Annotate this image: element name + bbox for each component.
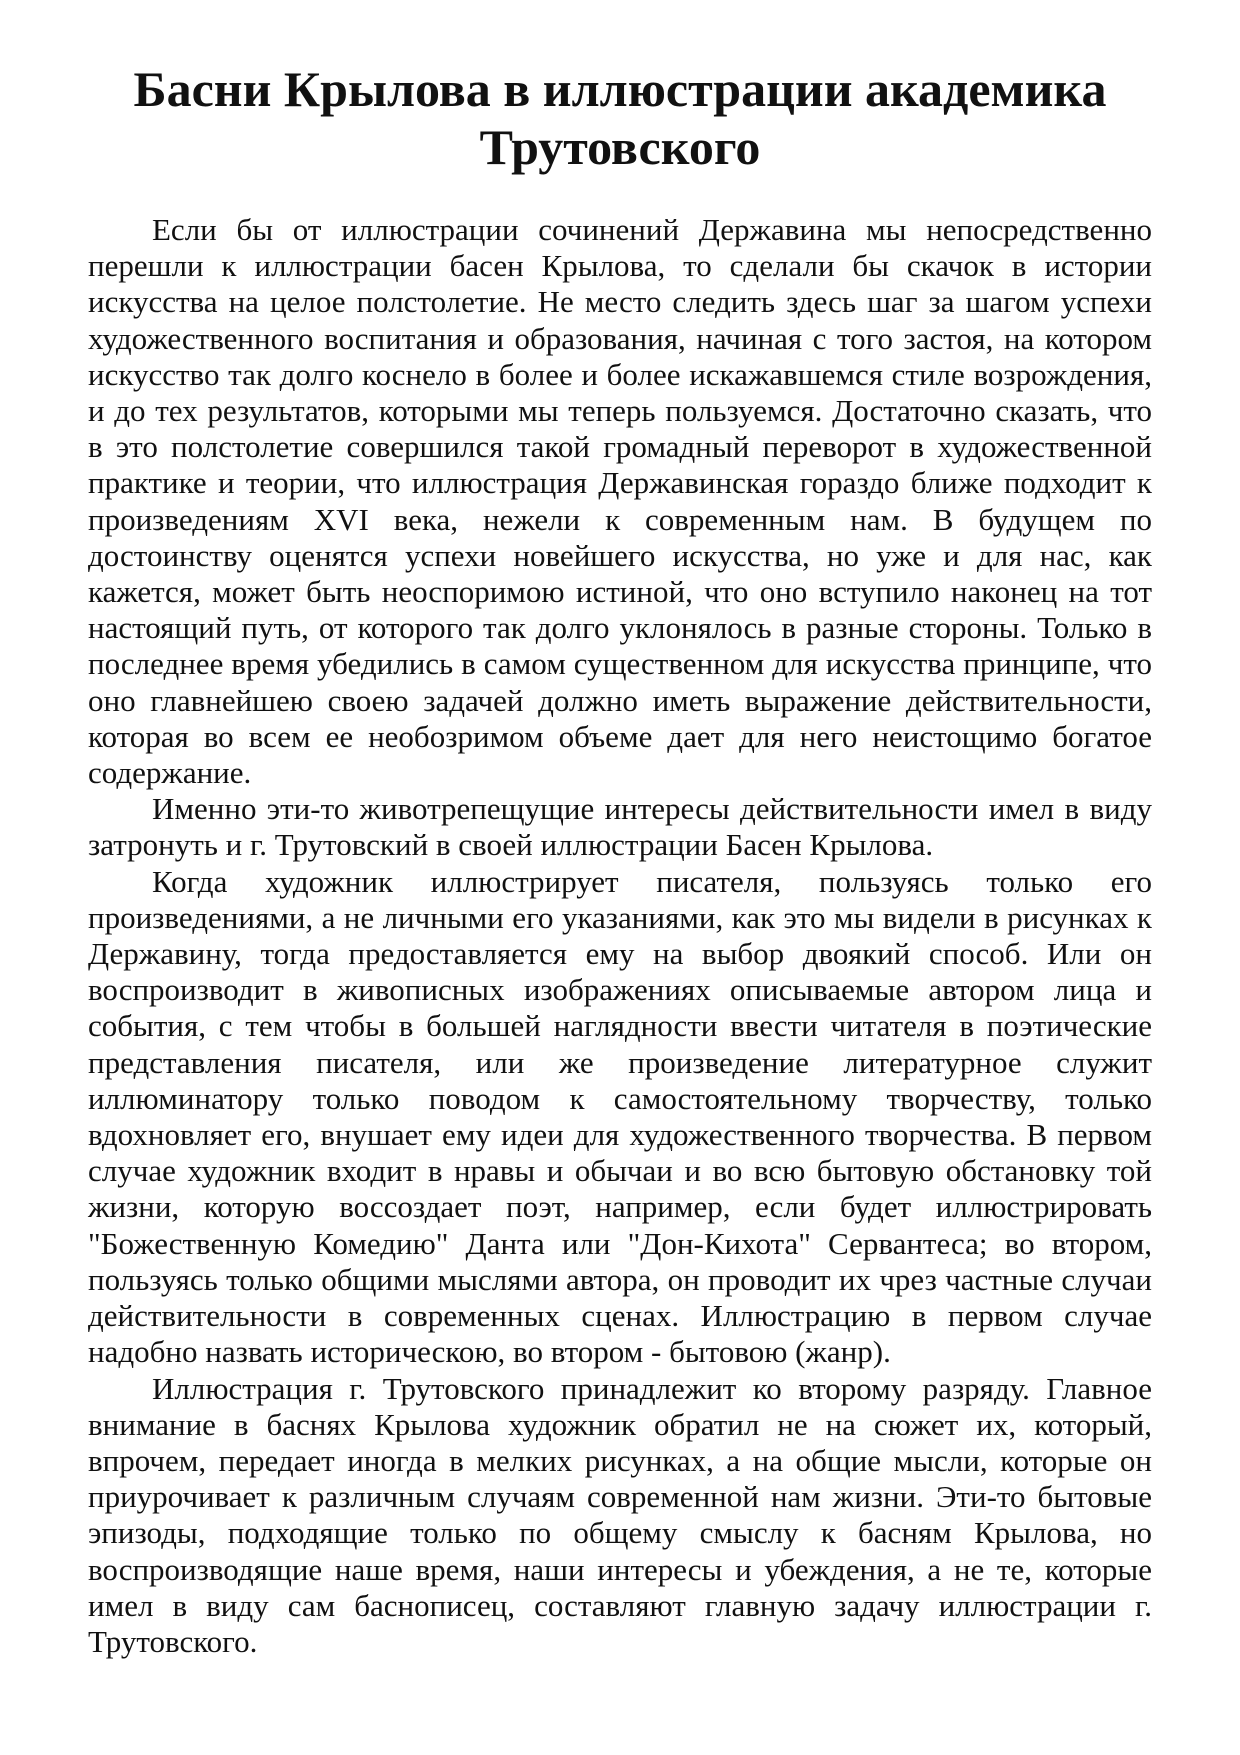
paragraph: Если бы от иллюстрации сочинений Державина мы непосредственно перешли к иллюстрации басен Крылова, то сделали бы скачок в истории искусства на целое полстолетие. Не место следить здесь шаг за шагом успехи художественного воспитания и образования, начиная с того застоя, на котором искусство так долго коснело в более и более искажавшемся стиле возрождения, и до тех результатов, которыми мы теперь пользуемся. Достаточно сказать, что в это полстолетие совершился такой громадный переворот в художественной практике и теории, что иллюстрация Державинская гораздо ближе подходит к произведениям XVI века, нежели к современным нам. В будущем по достоинству оценятся успехи новейшего искусства, но уже и для нас, как кажется, может быть неоспоримою истиной, что оно вступило наконец на тот настоящий путь, от которого так долго уклонялось в разные стороны. Только в последнее время убедились в самом существенном для искусства принципе, что оно главнейшею своею задачей должно иметь выражение действительности, которая во всем ее необозримом объеме дает для него неистощимо богатое содержание. — [88, 212, 1152, 791]
page-title: Басни Крылова в иллюстрации академика Трутовского — [133, 61, 1107, 175]
paragraph: Иллюстрация г. Трутовского принадлежит ко второму разряду. Главное внимание в баснях Крылова художник обратил не на сюжет их, который, впрочем, передает иногда в мелких рисунках, а на общие мысли, которые он приурочивает к различным случаям современной нам жизни. Эти-то бытовые эпизоды, подходящие только по общему смыслу к басням Крылова, но воспроизводящие наше время, наши интересы и убеждения, а не те, которые имел в виду сам баснописец, составляют главную задачу иллюстрации г. Трутовского. — [88, 1370, 1152, 1659]
document-body — [88, 212, 1152, 1660]
paragraph: Когда художник иллюстрирует писателя, пользуясь только его произведениями, а не личными его указаниями, как это мы видели в рисунках к Державину, тогда предоставляется ему на выбор двоякий способ. Или он воспроизводит в живописных изображениях описываемые автором лица и события, с тем чтобы в большей наглядности ввести читателя в поэтические представления писателя, или же произведение литературное служит иллюминатору только поводом к самостоятельному творчеству, только вдохновляет его, внушает ему идеи для художественного творчества. В первом случае художник входит в нравы и обычаи и во всю бытовую обстановку той жизни, которую воссоздает поэт, например, если будет иллюстрировать "Божественную Комедию" Данта или "Дон-Кихота" Сервантеса; во втором, пользуясь только общими мыслями автора, он проводит их чрез частные случаи действительности в современных сценах. Иллюстрацию в первом случае надобно назвать историческою, во втором - бытовою (жанр). — [88, 863, 1152, 1370]
paragraph: Именно эти-то животрепещущие интересы действительности имел в виду затронуть и г. Трутовский в своей иллюстрации Басен Крылова. — [88, 791, 1152, 863]
